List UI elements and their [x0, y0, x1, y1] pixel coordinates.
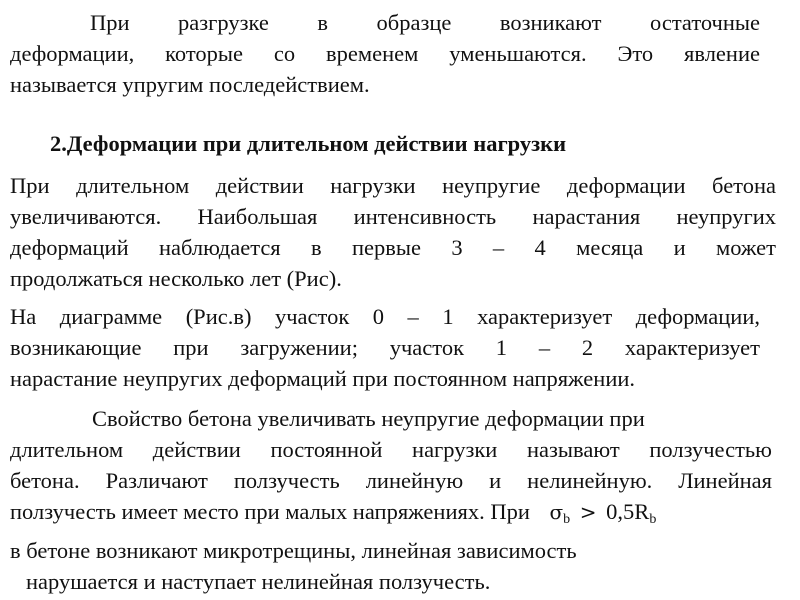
text-line: деформации, которые со временем уменьшаются. Это явление: [10, 41, 760, 66]
text-line: Свойство бетона увеличивать неупругие деформации при: [92, 406, 645, 431]
text-line: возникающие при загружении; участок 1 – 2 характеризует: [10, 335, 760, 360]
threshold-subscript: b: [649, 512, 657, 527]
paragraph-elastic-aftereffect: [10, 7, 760, 100]
paragraph-creep: [10, 403, 772, 597]
text-line: длительном действии постоянной нагрузки называют ползучестью: [10, 437, 772, 462]
paragraph-diagram-description: [10, 301, 760, 394]
paragraph-long-term-load: [10, 170, 776, 294]
sigma-symbol: σ: [549, 500, 564, 524]
text-line: ползучесть имеет место при малых напряжениях. При: [10, 499, 530, 524]
text-line: нарушается и наступает нелинейная ползучесть.: [26, 569, 491, 594]
text-line: бетона. Различают ползучесть линейную и нелинейную. Линейная: [10, 468, 772, 493]
text-line: деформаций наблюдается в первые 3 – 4 месяца и может: [10, 235, 776, 260]
greater-than-symbol: >: [579, 500, 597, 524]
text-line: При длительном действии нагрузки неупругие деформации бетона: [10, 173, 776, 198]
text-line-with-formula: [10, 496, 772, 535]
creep-threshold-formula: [549, 499, 657, 527]
text-line: в бетоне возникают микротрещины, линейная зависимость: [10, 538, 577, 563]
section-heading: 2.Деформации при длительном действии нагрузки: [50, 131, 567, 156]
text-line: увеличиваются. Наибольшая интенсивность нарастания неупругих: [10, 204, 776, 229]
threshold-value: 0,5R: [606, 499, 650, 524]
text-line: называется упругим последействием.: [10, 72, 370, 97]
text-line: При разгрузке в образце возникают остаточные: [90, 10, 760, 35]
text-line: нарастание неупругих деформаций при постоянном напряжении.: [10, 366, 636, 391]
text-line: продолжаться несколько лет (Рис).: [10, 266, 342, 291]
text-line: На диаграмме (Рис.в) участок 0 – 1 характеризует деформации,: [10, 304, 760, 329]
sigma-subscript: b: [563, 512, 571, 527]
